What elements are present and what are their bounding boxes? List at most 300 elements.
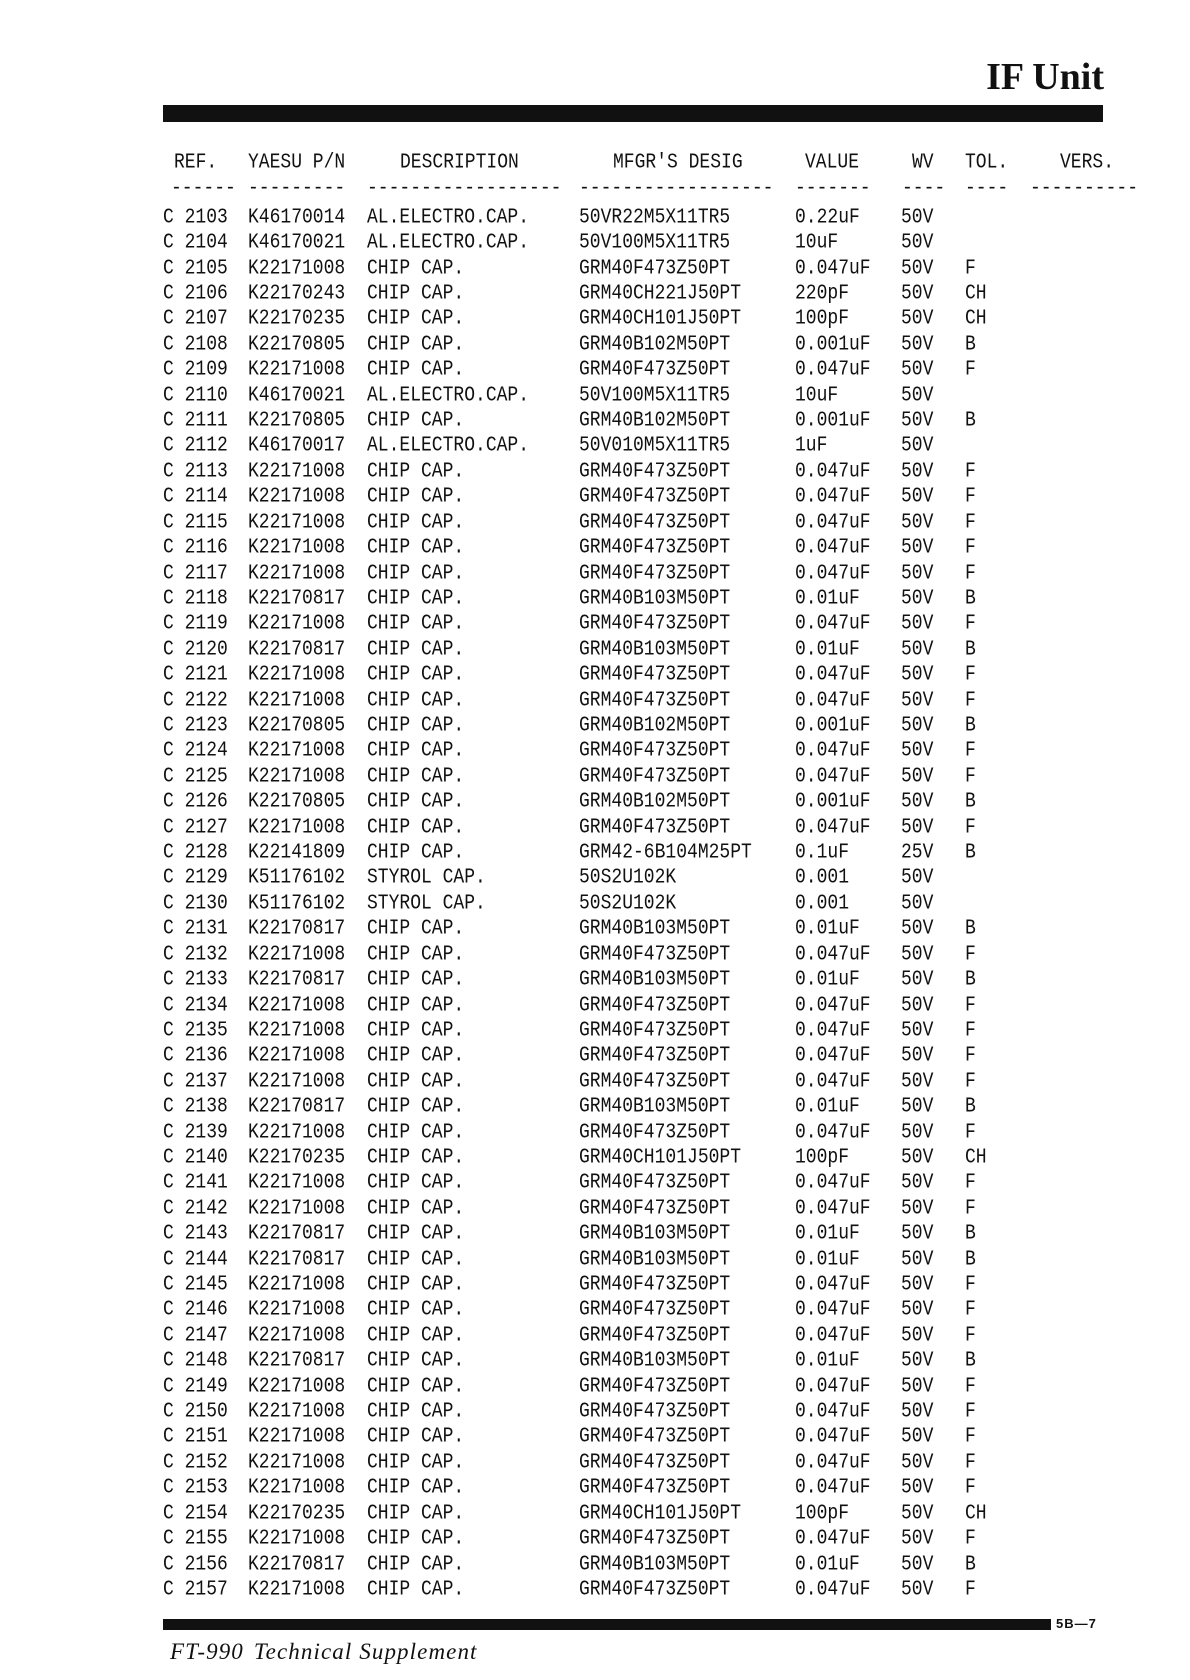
value-cell: 0.047uF bbox=[795, 739, 871, 764]
value-cell: 0.001uF bbox=[795, 713, 871, 738]
table-row bbox=[0, 1222, 1190, 1247]
description-cell: CHIP CAP. bbox=[367, 459, 465, 484]
tol-cell: CH bbox=[965, 1501, 987, 1526]
tol-cell: B bbox=[965, 790, 976, 815]
table-row bbox=[0, 638, 1190, 663]
description-cell: CHIP CAP. bbox=[367, 993, 465, 1018]
value-cell: 0.047uF bbox=[795, 1399, 871, 1424]
part-number-cell: K22171008 bbox=[248, 1298, 346, 1323]
table-row bbox=[0, 790, 1190, 815]
tol-cell: B bbox=[965, 1247, 976, 1272]
description-cell: CHIP CAP. bbox=[367, 1298, 465, 1323]
part-number-cell: K22141809 bbox=[248, 840, 346, 865]
header-underline bbox=[0, 177, 1190, 202]
wv-cell: 50V bbox=[901, 1552, 934, 1577]
wv-cell: 50V bbox=[901, 790, 934, 815]
description-cell: CHIP CAP. bbox=[367, 332, 465, 357]
wv-cell: 50V bbox=[901, 535, 934, 560]
table-row bbox=[0, 1248, 1190, 1273]
wv-cell: 50V bbox=[901, 993, 934, 1018]
description-cell: CHIP CAP. bbox=[367, 1171, 465, 1196]
mfgr-desig-cell: GRM40B103M50PT bbox=[579, 1552, 731, 1577]
ref-cell: C 2150 bbox=[163, 1399, 228, 1424]
tol-cell: F bbox=[965, 1323, 976, 1348]
tol-cell: F bbox=[965, 561, 976, 586]
tol-cell: F bbox=[965, 993, 976, 1018]
tol-cell: F bbox=[965, 1374, 976, 1399]
mfgr-desig-cell: GRM40F473Z50PT bbox=[579, 535, 731, 560]
table-row bbox=[0, 994, 1190, 1019]
mfgr-desig-cell: GRM40F473Z50PT bbox=[579, 256, 731, 281]
ref-cell: C 2155 bbox=[163, 1526, 228, 1551]
mfgr-desig-cell: 50S2U102K bbox=[579, 891, 677, 916]
ref-cell: C 2136 bbox=[163, 1044, 228, 1069]
table-row bbox=[0, 765, 1190, 790]
ref-cell: C 2149 bbox=[163, 1374, 228, 1399]
part-number-cell: K22171008 bbox=[248, 942, 346, 967]
value-cell: 0.001uF bbox=[795, 790, 871, 815]
table-row bbox=[0, 612, 1190, 637]
table-row bbox=[0, 739, 1190, 764]
tol-cell: CH bbox=[965, 1145, 987, 1170]
mfgr-desig-cell: 50V100M5X11TR5 bbox=[579, 231, 731, 256]
part-number-cell: K22171008 bbox=[248, 1120, 346, 1145]
wv-cell: 50V bbox=[901, 1145, 934, 1170]
value-cell: 0.01uF bbox=[795, 1349, 860, 1374]
description-cell: CHIP CAP. bbox=[367, 1120, 465, 1145]
mfgr-desig-cell: GRM40B102M50PT bbox=[579, 408, 731, 433]
mfgr-desig-cell: GRM40F473Z50PT bbox=[579, 612, 731, 637]
ref-cell: C 2107 bbox=[163, 307, 228, 332]
value-cell: 0.047uF bbox=[795, 1196, 871, 1221]
ref-cell: C 2123 bbox=[163, 713, 228, 738]
part-number-cell: K22171008 bbox=[248, 1374, 346, 1399]
mfgr-desig-cell: GRM40F473Z50PT bbox=[579, 1425, 731, 1450]
ref-cell: C 2121 bbox=[163, 663, 228, 688]
ref-cell: C 2106 bbox=[163, 281, 228, 306]
part-number-cell: K22171008 bbox=[248, 1044, 346, 1069]
table-row bbox=[0, 1502, 1190, 1527]
tol-cell: B bbox=[965, 332, 976, 357]
value-cell: 0.01uF bbox=[795, 637, 860, 662]
ref-cell: C 2138 bbox=[163, 1095, 228, 1119]
part-number-cell: K46170021 bbox=[248, 383, 346, 408]
value-cell: 0.01uF bbox=[795, 1222, 860, 1247]
value-cell: 0.047uF bbox=[795, 815, 871, 840]
ref-cell: C 2146 bbox=[163, 1298, 228, 1323]
wv-cell: 50V bbox=[901, 1069, 934, 1094]
footer-rule bbox=[163, 1619, 1051, 1630]
mfgr-desig-cell: GRM40B103M50PT bbox=[579, 967, 731, 992]
mfgr-desig-cell: GRM40B103M50PT bbox=[579, 1349, 731, 1374]
wv-cell: 50V bbox=[901, 1501, 934, 1526]
mfgr-desig-cell: GRM40CH101J50PT bbox=[579, 1145, 742, 1170]
header-tol: TOL. bbox=[965, 150, 1009, 175]
mfgr-desig-cell: GRM40F473Z50PT bbox=[579, 739, 731, 764]
underline-mfgr-desig: ------------------ bbox=[579, 176, 774, 201]
part-number-cell: K22171008 bbox=[248, 815, 346, 840]
table-row bbox=[0, 943, 1190, 968]
ref-cell: C 2103 bbox=[163, 205, 228, 230]
table-row bbox=[0, 1298, 1190, 1323]
part-number-cell: K46170017 bbox=[248, 434, 346, 459]
part-number-cell: K22170817 bbox=[248, 1095, 346, 1119]
description-cell: STYROL CAP. bbox=[367, 866, 486, 891]
value-cell: 100pF bbox=[795, 1501, 850, 1526]
part-number-cell: K22170235 bbox=[248, 307, 346, 332]
table-header bbox=[0, 151, 1190, 176]
part-number-cell: K51176102 bbox=[248, 866, 346, 891]
wv-cell: 50V bbox=[901, 434, 934, 459]
wv-cell: 50V bbox=[901, 1399, 934, 1424]
part-number-cell: K46170014 bbox=[248, 205, 346, 230]
description-cell: CHIP CAP. bbox=[367, 1501, 465, 1526]
ref-cell: C 2143 bbox=[163, 1222, 228, 1247]
table-row bbox=[0, 1553, 1190, 1578]
description-cell: CHIP CAP. bbox=[367, 739, 465, 764]
value-cell: 0.047uF bbox=[795, 764, 871, 789]
description-cell: CHIP CAP. bbox=[367, 1069, 465, 1094]
ref-cell: C 2157 bbox=[163, 1577, 228, 1602]
description-cell: AL.ELECTRO.CAP. bbox=[367, 383, 530, 408]
description-cell: CHIP CAP. bbox=[367, 688, 465, 713]
value-cell: 0.01uF bbox=[795, 967, 860, 992]
tol-cell: F bbox=[965, 1298, 976, 1323]
wv-cell: 50V bbox=[901, 764, 934, 789]
wv-cell: 50V bbox=[901, 1196, 934, 1221]
description-cell: AL.ELECTRO.CAP. bbox=[367, 231, 530, 256]
wv-cell: 50V bbox=[901, 1095, 934, 1119]
wv-cell: 50V bbox=[901, 891, 934, 916]
description-cell: CHIP CAP. bbox=[367, 1577, 465, 1602]
tol-cell: F bbox=[965, 1272, 976, 1297]
part-number-cell: K22171008 bbox=[248, 1171, 346, 1196]
mfgr-desig-cell: GRM40F473Z50PT bbox=[579, 1450, 731, 1475]
ref-cell: C 2125 bbox=[163, 764, 228, 789]
table-row bbox=[0, 663, 1190, 688]
value-cell: 0.047uF bbox=[795, 1374, 871, 1399]
value-cell: 0.047uF bbox=[795, 1044, 871, 1069]
description-cell: CHIP CAP. bbox=[367, 586, 465, 611]
wv-cell: 50V bbox=[901, 256, 934, 281]
value-cell: 0.047uF bbox=[795, 1171, 871, 1196]
tol-cell: F bbox=[965, 663, 976, 688]
table-row bbox=[0, 307, 1190, 332]
tol-cell: F bbox=[965, 764, 976, 789]
mfgr-desig-cell: GRM40F473Z50PT bbox=[579, 1399, 731, 1424]
mfgr-desig-cell: GRM40B103M50PT bbox=[579, 1247, 731, 1272]
value-cell: 0.047uF bbox=[795, 561, 871, 586]
ref-cell: C 2111 bbox=[163, 408, 228, 433]
ref-cell: C 2116 bbox=[163, 535, 228, 560]
ref-cell: C 2152 bbox=[163, 1450, 228, 1475]
part-number-cell: K22170805 bbox=[248, 408, 346, 433]
description-cell: CHIP CAP. bbox=[367, 917, 465, 942]
ref-cell: C 2119 bbox=[163, 612, 228, 637]
tol-cell: F bbox=[965, 358, 976, 383]
part-number-cell: K22170817 bbox=[248, 1349, 346, 1374]
value-cell: 0.01uF bbox=[795, 917, 860, 942]
mfgr-desig-cell: GRM40F473Z50PT bbox=[579, 942, 731, 967]
wv-cell: 50V bbox=[901, 637, 934, 662]
mfgr-desig-cell: GRM40F473Z50PT bbox=[579, 1374, 731, 1399]
description-cell: CHIP CAP. bbox=[367, 1526, 465, 1551]
part-number-cell: K22171008 bbox=[248, 1476, 346, 1501]
description-cell: CHIP CAP. bbox=[367, 840, 465, 865]
part-number-cell: K22170817 bbox=[248, 967, 346, 992]
description-cell: CHIP CAP. bbox=[367, 1349, 465, 1374]
table-row bbox=[0, 816, 1190, 841]
table-row bbox=[0, 333, 1190, 358]
mfgr-desig-cell: GRM40F473Z50PT bbox=[579, 764, 731, 789]
mfgr-desig-cell: GRM40F473Z50PT bbox=[579, 1171, 731, 1196]
tol-cell: B bbox=[965, 586, 976, 611]
description-cell: AL.ELECTRO.CAP. bbox=[367, 205, 530, 230]
value-cell: 0.047uF bbox=[795, 510, 871, 535]
tol-cell: F bbox=[965, 1526, 976, 1551]
mfgr-desig-cell: 50VR22M5X11TR5 bbox=[579, 205, 731, 230]
value-cell: 0.047uF bbox=[795, 1120, 871, 1145]
ref-cell: C 2124 bbox=[163, 739, 228, 764]
tol-cell: CH bbox=[965, 281, 987, 306]
underline-wv: ---- bbox=[902, 176, 946, 201]
ref-cell: C 2135 bbox=[163, 1018, 228, 1043]
table-row bbox=[0, 231, 1190, 256]
footer-title: Technical Supplement bbox=[253, 1639, 478, 1664]
tol-cell: B bbox=[965, 408, 976, 433]
part-number-cell: K22171008 bbox=[248, 688, 346, 713]
value-cell: 100pF bbox=[795, 307, 850, 332]
tol-cell: F bbox=[965, 942, 976, 967]
description-cell: CHIP CAP. bbox=[367, 408, 465, 433]
wv-cell: 50V bbox=[901, 1272, 934, 1297]
mfgr-desig-cell: 50V100M5X11TR5 bbox=[579, 383, 731, 408]
value-cell: 0.1uF bbox=[795, 840, 850, 865]
wv-cell: 50V bbox=[901, 815, 934, 840]
tol-cell: F bbox=[965, 510, 976, 535]
value-cell: 1uF bbox=[795, 434, 828, 459]
ref-cell: C 2130 bbox=[163, 891, 228, 916]
part-number-cell: K22171008 bbox=[248, 1196, 346, 1221]
header-vers: VERS. bbox=[1060, 150, 1115, 175]
value-cell: 0.01uF bbox=[795, 1247, 860, 1272]
description-cell: CHIP CAP. bbox=[367, 1095, 465, 1119]
mfgr-desig-cell: GRM40B102M50PT bbox=[579, 713, 731, 738]
part-number-cell: K22171008 bbox=[248, 256, 346, 281]
mfgr-desig-cell: GRM40F473Z50PT bbox=[579, 358, 731, 383]
mfgr-desig-cell: GRM40F473Z50PT bbox=[579, 663, 731, 688]
wv-cell: 50V bbox=[901, 713, 934, 738]
value-cell: 220pF bbox=[795, 281, 850, 306]
description-cell: CHIP CAP. bbox=[367, 713, 465, 738]
ref-cell: C 2140 bbox=[163, 1145, 228, 1170]
table-row bbox=[0, 358, 1190, 383]
wv-cell: 50V bbox=[901, 739, 934, 764]
wv-cell: 50V bbox=[901, 510, 934, 535]
description-cell: CHIP CAP. bbox=[367, 1222, 465, 1247]
value-cell: 0.047uF bbox=[795, 612, 871, 637]
value-cell: 0.047uF bbox=[795, 459, 871, 484]
part-number-cell: K22171008 bbox=[248, 612, 346, 637]
ref-cell: C 2115 bbox=[163, 510, 228, 535]
part-number-cell: K22171008 bbox=[248, 1069, 346, 1094]
tol-cell: B bbox=[965, 1552, 976, 1577]
value-cell: 0.047uF bbox=[795, 688, 871, 713]
mfgr-desig-cell: GRM40F473Z50PT bbox=[579, 815, 731, 840]
mfgr-desig-cell: GRM40F473Z50PT bbox=[579, 561, 731, 586]
value-cell: 0.047uF bbox=[795, 358, 871, 383]
mfgr-desig-cell: GRM42-6B104M25PT bbox=[579, 840, 752, 865]
table-row bbox=[0, 689, 1190, 714]
tol-cell: B bbox=[965, 637, 976, 662]
value-cell: 0.047uF bbox=[795, 535, 871, 560]
wv-cell: 50V bbox=[901, 1222, 934, 1247]
ref-cell: C 2131 bbox=[163, 917, 228, 942]
table-row bbox=[0, 1070, 1190, 1095]
description-cell: CHIP CAP. bbox=[367, 281, 465, 306]
description-cell: CHIP CAP. bbox=[367, 1399, 465, 1424]
tol-cell: F bbox=[965, 1171, 976, 1196]
page-number: 5B—7 bbox=[1056, 1616, 1097, 1631]
value-cell: 0.001uF bbox=[795, 408, 871, 433]
part-number-cell: K22170817 bbox=[248, 1247, 346, 1272]
tol-cell: F bbox=[965, 1018, 976, 1043]
wv-cell: 50V bbox=[901, 408, 934, 433]
tol-cell: B bbox=[965, 713, 976, 738]
part-number-cell: K22170817 bbox=[248, 586, 346, 611]
wv-cell: 50V bbox=[901, 332, 934, 357]
ref-cell: C 2151 bbox=[163, 1425, 228, 1450]
wv-cell: 50V bbox=[901, 485, 934, 510]
ref-cell: C 2142 bbox=[163, 1196, 228, 1221]
ref-cell: C 2147 bbox=[163, 1323, 228, 1348]
table-row bbox=[0, 1425, 1190, 1450]
value-cell: 0.01uF bbox=[795, 586, 860, 611]
tol-cell: B bbox=[965, 917, 976, 942]
ref-cell: C 2126 bbox=[163, 790, 228, 815]
mfgr-desig-cell: 50V010M5X11TR5 bbox=[579, 434, 731, 459]
part-number-cell: K22171008 bbox=[248, 1323, 346, 1348]
underline-ref: ------ bbox=[171, 176, 236, 201]
wv-cell: 50V bbox=[901, 1323, 934, 1348]
description-cell: CHIP CAP. bbox=[367, 942, 465, 967]
part-number-cell: K51176102 bbox=[248, 891, 346, 916]
ref-cell: C 2113 bbox=[163, 459, 228, 484]
mfgr-desig-cell: GRM40F473Z50PT bbox=[579, 1272, 731, 1297]
part-number-cell: K22171008 bbox=[248, 663, 346, 688]
mfgr-desig-cell: GRM40B102M50PT bbox=[579, 790, 731, 815]
value-cell: 0.047uF bbox=[795, 1476, 871, 1501]
tol-cell: F bbox=[965, 1476, 976, 1501]
footer-model: FT-990 bbox=[170, 1639, 244, 1664]
value-cell: 0.047uF bbox=[795, 1018, 871, 1043]
tol-cell: F bbox=[965, 459, 976, 484]
ref-cell: C 2154 bbox=[163, 1501, 228, 1526]
value-cell: 0.047uF bbox=[795, 485, 871, 510]
description-cell: CHIP CAP. bbox=[367, 307, 465, 332]
value-cell: 0.047uF bbox=[795, 1577, 871, 1602]
part-number-cell: K46170021 bbox=[248, 231, 346, 256]
description-cell: CHIP CAP. bbox=[367, 1044, 465, 1069]
header-value: VALUE bbox=[805, 150, 860, 175]
value-cell: 0.001 bbox=[795, 866, 850, 891]
description-cell: CHIP CAP. bbox=[367, 1196, 465, 1221]
wv-cell: 50V bbox=[901, 1171, 934, 1196]
ref-cell: C 2141 bbox=[163, 1171, 228, 1196]
wv-cell: 50V bbox=[901, 967, 934, 992]
part-number-cell: K22170817 bbox=[248, 1552, 346, 1577]
wv-cell: 50V bbox=[901, 1577, 934, 1602]
table-row bbox=[0, 562, 1190, 587]
value-cell: 0.047uF bbox=[795, 1298, 871, 1323]
wv-cell: 50V bbox=[901, 1247, 934, 1272]
table-row bbox=[0, 917, 1190, 942]
tol-cell: F bbox=[965, 1425, 976, 1450]
tol-cell: F bbox=[965, 535, 976, 560]
value-cell: 0.001 bbox=[795, 891, 850, 916]
mfgr-desig-cell: GRM40B102M50PT bbox=[579, 332, 731, 357]
ref-cell: C 2108 bbox=[163, 332, 228, 357]
ref-cell: C 2129 bbox=[163, 866, 228, 891]
part-number-cell: K22171008 bbox=[248, 535, 346, 560]
description-cell: CHIP CAP. bbox=[367, 1247, 465, 1272]
tol-cell: F bbox=[965, 1399, 976, 1424]
description-cell: CHIP CAP. bbox=[367, 1374, 465, 1399]
ref-cell: C 2120 bbox=[163, 637, 228, 662]
table-row bbox=[0, 1171, 1190, 1196]
table-row bbox=[0, 892, 1190, 917]
tol-cell: B bbox=[965, 840, 976, 865]
ref-cell: C 2117 bbox=[163, 561, 228, 586]
wv-cell: 50V bbox=[901, 688, 934, 713]
wv-cell: 50V bbox=[901, 1018, 934, 1043]
mfgr-desig-cell: GRM40B103M50PT bbox=[579, 586, 731, 611]
part-number-cell: K22171008 bbox=[248, 1526, 346, 1551]
tol-cell: F bbox=[965, 815, 976, 840]
ref-cell: C 2153 bbox=[163, 1476, 228, 1501]
part-number-cell: K22171008 bbox=[248, 358, 346, 383]
tol-cell: CH bbox=[965, 307, 987, 332]
mfgr-desig-cell: 50S2U102K bbox=[579, 866, 677, 891]
part-number-cell: K22170805 bbox=[248, 332, 346, 357]
mfgr-desig-cell: GRM40F473Z50PT bbox=[579, 485, 731, 510]
wv-cell: 50V bbox=[901, 1450, 934, 1475]
ref-cell: C 2122 bbox=[163, 688, 228, 713]
part-number-cell: K22170235 bbox=[248, 1501, 346, 1526]
mfgr-desig-cell: GRM40F473Z50PT bbox=[579, 1577, 731, 1602]
ref-cell: C 2144 bbox=[163, 1247, 228, 1272]
wv-cell: 50V bbox=[901, 205, 934, 230]
mfgr-desig-cell: GRM40B103M50PT bbox=[579, 917, 731, 942]
wv-cell: 50V bbox=[901, 612, 934, 637]
part-number-cell: K22170817 bbox=[248, 917, 346, 942]
wv-cell: 50V bbox=[901, 586, 934, 611]
wv-cell: 50V bbox=[901, 561, 934, 586]
mfgr-desig-cell: GRM40F473Z50PT bbox=[579, 1298, 731, 1323]
part-number-cell: K22171008 bbox=[248, 1450, 346, 1475]
wv-cell: 50V bbox=[901, 1349, 934, 1374]
part-number-cell: K22170805 bbox=[248, 713, 346, 738]
part-number-cell: K22170243 bbox=[248, 281, 346, 306]
wv-cell: 50V bbox=[901, 1374, 934, 1399]
mfgr-desig-cell: GRM40F473Z50PT bbox=[579, 1323, 731, 1348]
value-cell: 0.22uF bbox=[795, 205, 860, 230]
value-cell: 0.047uF bbox=[795, 256, 871, 281]
wv-cell: 25V bbox=[901, 840, 934, 865]
description-cell: CHIP CAP. bbox=[367, 637, 465, 662]
mfgr-desig-cell: GRM40F473Z50PT bbox=[579, 459, 731, 484]
ref-cell: C 2148 bbox=[163, 1349, 228, 1374]
